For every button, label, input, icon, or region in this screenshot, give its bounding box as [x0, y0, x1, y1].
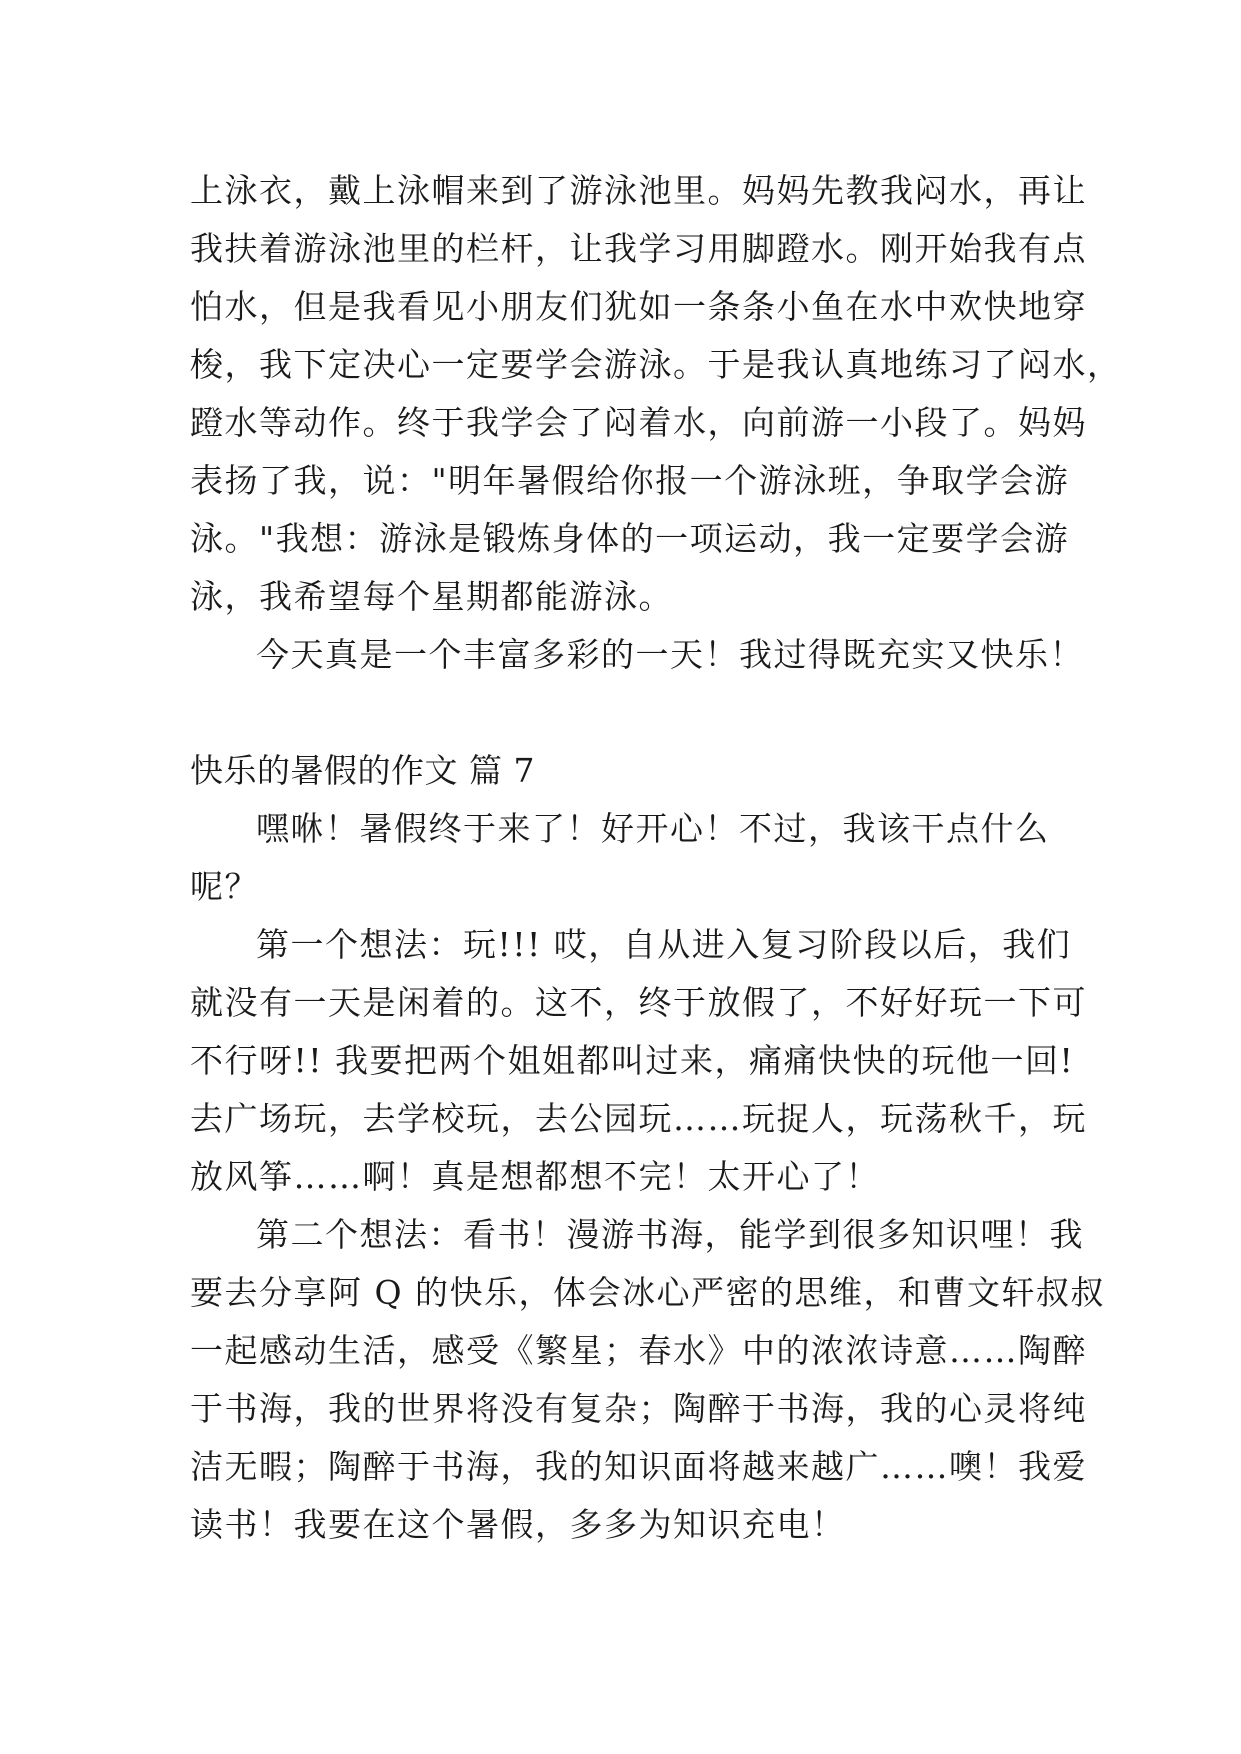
text-line: 一起感动生活，感受《繁星；春水》中的浓浓诗意……陶醉	[190, 1331, 1087, 1370]
document-page	[190, 162, 1122, 1554]
text-line: 表扬了我，说："明年暑假给你报一个游泳班，争取学会游	[190, 461, 1070, 500]
text-line: 第一个想法：玩!!! 哎，自从进入复习阶段以后，我们	[256, 925, 1072, 964]
section-title: 快乐的暑假的作文 篇 7	[190, 751, 535, 790]
text-line: 去广场玩，去学校玩，去公园玩……玩捉人，玩荡秋千，玩	[190, 1099, 1087, 1138]
text-line: 放风筝……啊！真是想都想不完！太开心了！	[190, 1157, 880, 1196]
text-line: 蹬水等动作。终于我学会了闷着水，向前游一小段了。妈妈	[190, 403, 1087, 442]
text-line: 我扶着游泳池里的栏杆，让我学习用脚蹬水。刚开始我有点	[190, 229, 1087, 268]
text-line: 上泳衣，戴上泳帽来到了游泳池里。妈妈先教我闷水，再让	[190, 171, 1087, 210]
text-line: 洁无暇；陶醉于书海，我的知识面将越来越广……噢！我爱	[190, 1447, 1087, 1486]
text-line: 第二个想法：看书！漫游书海，能学到很多知识哩！我	[256, 1215, 1084, 1254]
text-line: 就没有一天是闲着的。这不，终于放假了，不好好玩一下可	[190, 983, 1087, 1022]
text-line: 泳，我希望每个星期都能游泳。	[190, 577, 673, 616]
text-line: 嘿咻！暑假终于来了！好开心！不过，我该干点什么	[256, 809, 1050, 848]
text-line: 不行呀!! 我要把两个姐姐都叫过来，痛痛快快的玩他一回!	[190, 1041, 1075, 1080]
text-line: 呢？	[190, 867, 259, 906]
text-line: 今天真是一个丰富多彩的一天！我过得既充实又快乐！	[256, 635, 1084, 674]
text-line: 读书！我要在这个暑假，多多为知识充电！	[190, 1505, 846, 1544]
paragraph	[190, 800, 1060, 916]
text-line: 要去分享阿 Q 的快乐，体会冰心严密的思维，和曹文轩叔叔	[190, 1273, 1106, 1312]
text-line: 于书海，我的世界将没有复杂；陶醉于书海，我的心灵将纯	[190, 1389, 1087, 1428]
text-line: 怕水，但是我看见小朋友们犹如一条条小鱼在水中欢快地穿	[190, 287, 1087, 326]
paragraph	[190, 1206, 1106, 1554]
text-line: 梭，我下定决心一定要学会游泳。于是我认真地练习了闷水，	[190, 345, 1122, 384]
paragraph	[190, 916, 1087, 1206]
paragraph	[190, 626, 1084, 684]
text-line: 泳。"我想：游泳是锻炼身体的一项运动，我一定要学会游	[190, 519, 1070, 558]
paragraph	[190, 162, 1122, 626]
